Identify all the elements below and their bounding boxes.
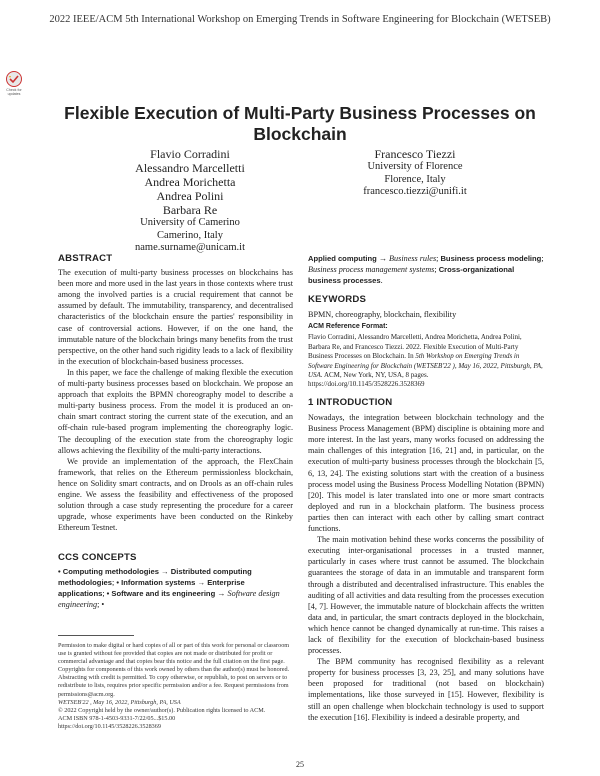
ccs-term: • Computing methodologies → Distributed computing methodologies (58, 567, 252, 588)
ccs-separator: → (376, 254, 390, 263)
footnote-text: Permission to make digital or hard copies of all or part of this work for personal or classroom use is granted without fee provided that copies are not made or distributed for profit or commercial advantage and that copies bear this notice and the full citation on the first page. Copyrights for components of this work owned by others than the author(s) must be honored. Abstracting with credit is permitted. To copy otherwise, or republish, to post on servers or to redistribute to lists, requires prior specific permission and/or a fee. Request permissions from permissions@acm.org. (58, 642, 290, 698)
acm-ref-authors: Flavio Corradini, Alessandro Marcelletti, Andrea Morichetta, Andrea Polini, Barbara Re, and Francesco Tiezzi. 2022. Flexible Execution of Multi-Party Business Processes on Blockchain. In (308, 333, 522, 361)
affiliation-line: Florence, Italy (384, 173, 446, 185)
ccs-term: Software design engineering (58, 589, 280, 610)
intro-paragraph: Nowadays, the integration between blockchain technology and the Business Process Management (BPM) discipline is obtaining more and more interest. In the last years, many works focused on addressing the main challenges of this integration [16, 21] and, in particular, on the execution of multi-party business processes through the blockchain [5, 6, 13, 24]. The existing solutions start with the creation of a business process model using the Business Process Modelling Notation (BPMN) [20]. This model is later translated into one or more smart contracts deployed and run in a blockchain platform. The business process parties then can interact with each other by calling smart contract functions. (308, 413, 544, 534)
ccs-term: Business rules (389, 254, 437, 263)
abstract-paragraph: The execution of multi-party business processes on blockchains has been more and more used in the last years in those contexts where trust among the involved parties is a crucial requirement that cannot be assumed by default. The immutability, transparency, and decentralised characteristics of the blockchain ensure the parties' responsibility in case of controversial actions. However, if on the one hand, the immutable nature of the blockchain brings many benefits from the trust perspective, on the other hand such rigidity leads to a lack of flexibility in the execution of blockchain-based business processes. (58, 268, 293, 366)
affiliation-line: University of Florence (367, 161, 463, 172)
footnote-text: ACM ISBN 978-1-4503-9331-7/22/05...$15.00 (58, 714, 176, 722)
acm-ref-tail: ACM, New York, NY, USA, 8 pages. https://doi.org/10.1145/3528226.3528369 (308, 371, 429, 389)
ccs-term: Applied computing (308, 254, 377, 263)
footnote-text: WETSEB'22 , May 16, 2022, Pittsburgh, PA, USA (58, 698, 181, 706)
ccs-term: Business process management systems (308, 265, 435, 275)
author-name: Flavio Corradini (150, 147, 230, 161)
ccs-separator: ; (434, 265, 439, 275)
introduction-section (308, 397, 544, 723)
intro-paragraph: The main motivation behind these works concerns the possibility of executing inter-organisational processes in a trusted manner, particularly in cases where trust cannot be assumed. The blockchain guarantees the storage of data in an immutable and transparent form through a distributed and decentralised infrastructure. This enables the auditing of all activities and data resulting from the processes execution [4, 7]. However, the immutable nature of blockchain affects the written data and, in particular, the smart contracts deployed in the blockchain, which hence cannot be changed dynamically at run-time. This raises a lack of flexibility for the execution of blockchain-based business processes. (308, 535, 544, 656)
ccs-separator: ; (112, 578, 117, 588)
author-name: Barbara Re (162, 203, 218, 217)
check-for-updates-badge[interactable] (4, 70, 24, 96)
author-email[interactable]: name.surname@unicam.it (135, 242, 245, 253)
ccs-separator: ; • (97, 600, 105, 610)
author-name: Andrea Morichetta (144, 175, 236, 189)
keywords-section (308, 294, 544, 320)
authors-right (325, 147, 505, 199)
ccs-separator: → (215, 589, 228, 599)
acm-reference-section (308, 322, 544, 390)
abstract-heading: ABSTRACT (58, 253, 113, 264)
conference-header: 2022 IEEE/ACM 5th International Workshop on Emerging Trends in Software Engineering for Blockchain (WETSEB) (49, 14, 551, 25)
ccs-term: Cross-organizational business processes (308, 265, 515, 286)
ccs-separator: ; (436, 254, 441, 263)
ccs-concepts-section (58, 552, 293, 610)
author-name: Alessandro Marcelletti (135, 161, 245, 175)
abstract-section (58, 253, 293, 533)
ccs-heading: CCS CONCEPTS (58, 552, 137, 563)
affiliation-line: Camerino, Italy (157, 229, 223, 241)
ccs-separator: ; (541, 254, 544, 263)
footnote-divider (58, 635, 134, 636)
page-number: 25 (296, 760, 304, 769)
paper-title: Flexible Execution of Multi-Party Business Processes on Blockchain (64, 103, 536, 144)
author-email[interactable]: francesco.tiezzi@unifi.it (363, 186, 467, 197)
introduction-heading: 1 INTRODUCTION (308, 397, 393, 408)
keywords-heading: KEYWORDS (308, 294, 367, 305)
author-name: Andrea Polini (156, 189, 224, 203)
ccs-separator: ; (102, 589, 107, 599)
ccs-term: • Software and its engineering (106, 589, 216, 599)
affiliation-line: University of Camerino (140, 217, 240, 228)
author-name: Francesco Tiezzi (374, 147, 456, 161)
acm-ref-venue: 5th Workshop on Emerging Trends in Software Engineering for Blockchain (WETSEB'22 ), May 16, 2022, Pittsburgh, PA, USA. (308, 352, 543, 380)
keywords-text: BPMN, choreography, blockchain, flexibility (308, 310, 457, 320)
footnote-text: © 2022 Copyright held by the owner/author(s). Publication rights licensed to ACM. (58, 706, 266, 714)
ccs-term: • Information systems → Enterprise applications (58, 578, 245, 599)
authors-left (100, 147, 280, 255)
abstract-paragraph: In this paper, we face the challenge of making flexible the execution of multi-party business processes based on blockchain. We propose an approach that exploits the BPMN choreography model to describe a multi-party business process. From the model it is produced an on-chain smart contract storing the current state of the execution, and an off-chain rule-based program implementing the choreography logic. The decoupling of the execution state from the choreography logic allows achieving the flexibility of the multi-party interactions. (58, 367, 293, 455)
permission-footnote (58, 642, 293, 731)
intro-paragraph: The BPM community has recognised flexibility as a relevant property for business processes [3, 23, 25], and many solutions have been proposed for traditional (not based on blockchain) implementations, like those surveyed in [15]. However, flexibility is still an open challenge when blockchain technology is used to support the execution [16]. Flexibility is indeed a desirable property, and (308, 657, 544, 722)
logo-text: Check for updates (6, 88, 22, 96)
ccs-term: Business process modeling (440, 254, 542, 263)
ccs-separator: . (380, 276, 383, 286)
acm-ref-heading: ACM Reference Format: (308, 323, 388, 330)
abstract-paragraph: We provide an implementation of the approach, the FlexChain framework, that relies on the Ethereum permissionless blockchain, hence on Solidity smart contracts, and on Drools as an off-chain rules engine. We assess the feasibility and effectiveness of the proposed solution through a case study representing the procedure for a career upgrade, whose experiments have been conducted on the Rinkeby Ethereum Testnet. (58, 456, 293, 533)
footnote-doi-link[interactable]: https://doi.org/10.1145/3528226.3528369 (58, 722, 161, 730)
ccs-continued (308, 253, 544, 286)
